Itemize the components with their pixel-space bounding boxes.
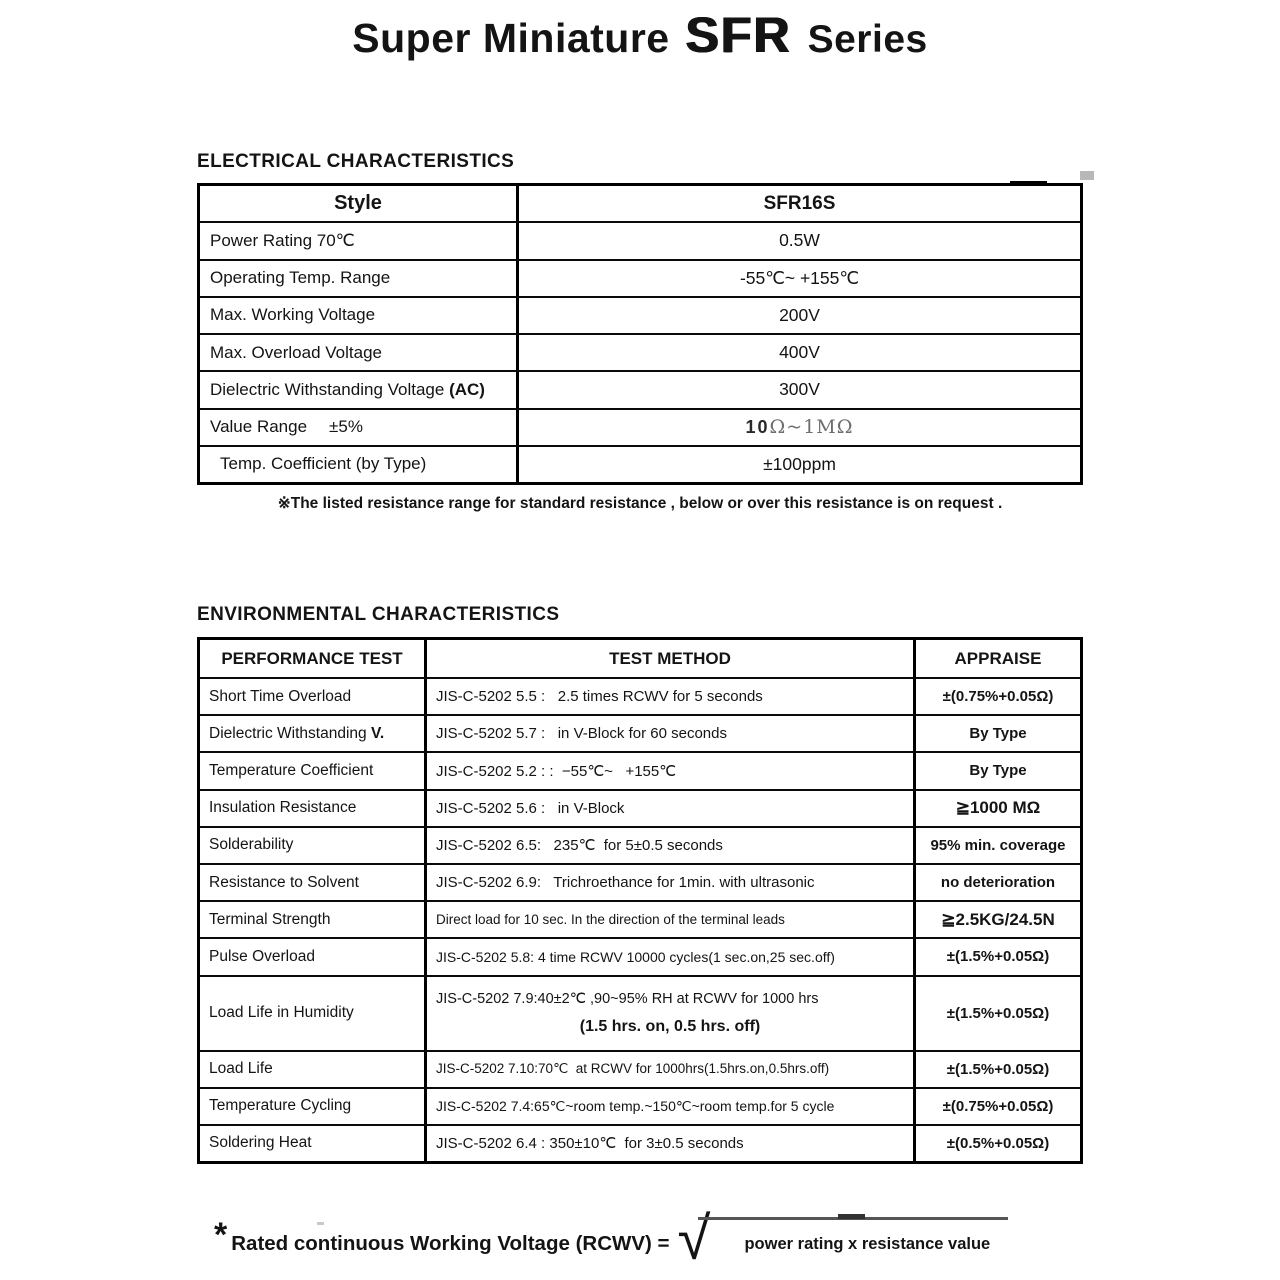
table-row xyxy=(200,296,1080,333)
table-row xyxy=(200,751,1080,788)
scan-artifact xyxy=(1010,181,1047,186)
table-row xyxy=(200,221,1080,258)
method-cell xyxy=(424,679,913,714)
row-value-cell xyxy=(516,372,1080,407)
appraise-value: ±(0.75%+0.05Ω) xyxy=(942,1097,1054,1115)
table-row xyxy=(200,789,1080,826)
table-row xyxy=(200,1087,1080,1124)
table-row xyxy=(200,677,1080,714)
performance-test-header-cell xyxy=(200,640,424,677)
method-text: Direct load for 10 sec. In the direction of the terminal leads xyxy=(436,912,785,928)
table-row xyxy=(200,445,1080,482)
method-text: JIS-C-5202 6.9: Trichroethance for 1min. with ultrasonic xyxy=(436,874,815,892)
appraise-value: ±(0.75%+0.05Ω) xyxy=(942,688,1054,706)
test-label: Load Life xyxy=(209,1060,273,1078)
test-label: Dielectric Withstanding xyxy=(209,724,371,742)
appraise-cell xyxy=(913,1126,1080,1161)
method-cell xyxy=(424,1052,913,1087)
appraise-value: By Type xyxy=(969,725,1027,743)
method-text-line2 xyxy=(427,1018,913,1036)
page-title xyxy=(0,6,1280,64)
method-text: JIS-C-5202 5.5 : 2.5 times RCWV for 5 seconds xyxy=(436,688,763,706)
appraise-value: no deterioration xyxy=(940,874,1056,892)
test-label: Temperature Cycling xyxy=(209,1097,352,1115)
appraise-cell xyxy=(913,865,1080,900)
title-series-code: SFR xyxy=(685,7,792,63)
test-cell xyxy=(200,1089,424,1124)
asterisk-mark: * xyxy=(214,1216,228,1254)
table-row xyxy=(200,370,1080,407)
appraise-value: ±(1.5%+0.05Ω) xyxy=(946,948,1050,966)
test-cell xyxy=(200,1126,424,1161)
appraise-cell xyxy=(913,828,1080,863)
performance-test-header: PERFORMANCE TEST xyxy=(221,648,403,668)
method-duty-cycle: (1.5 hrs. on, 0.5 hrs. off) xyxy=(579,1017,761,1035)
method-text: JIS-C-5202 7.9:40±2℃ ,90~95% RH at RCWV for 1000 hrs xyxy=(436,990,819,1007)
row-label: Max. Overload Voltage xyxy=(210,342,382,362)
appraise-cell xyxy=(913,753,1080,788)
appraise-cell xyxy=(913,977,1080,1050)
row-value: 400V xyxy=(779,342,820,363)
row-value: 0.5W xyxy=(779,230,820,251)
table-row xyxy=(200,259,1080,296)
rcwv-label: Rated continuous Working Voltage (RCWV) = xyxy=(231,1232,670,1255)
row-label: Max. Working Voltage xyxy=(210,305,376,325)
row-label-cell xyxy=(200,298,516,333)
method-cell xyxy=(424,791,913,826)
environmental-characteristics-table xyxy=(197,637,1083,1164)
table-row xyxy=(200,1124,1080,1161)
environmental-characteristics-heading: ENVIRONMENTAL CHARACTERISTICS xyxy=(197,604,560,625)
appraise-value: 95% min. coverage xyxy=(930,836,1066,854)
test-label-bold-suffix: V. xyxy=(370,724,385,742)
method-text: JIS-C-5202 5.6 : in V-Block xyxy=(436,799,625,817)
row-value: 200V xyxy=(779,304,820,325)
scan-artifact xyxy=(1080,171,1094,180)
row-value-cell xyxy=(516,298,1080,333)
row-value: ±100ppm xyxy=(763,453,836,474)
row-value: 300V xyxy=(779,379,820,400)
row-value-cell xyxy=(516,410,1080,445)
appraise-value: ±(0.5%+0.05Ω) xyxy=(946,1134,1050,1152)
method-text-line1 xyxy=(427,991,913,1007)
table-header-row xyxy=(200,186,1080,221)
appraise-cell xyxy=(913,716,1080,751)
appraise-value: By Type xyxy=(969,762,1027,780)
method-cell xyxy=(424,753,913,788)
resistance-range-note: ※The listed resistance range for standard resistance , below or over this resistance is on request . xyxy=(277,495,1003,512)
row-value-cell xyxy=(516,447,1080,482)
method-cell xyxy=(424,828,913,863)
method-cell xyxy=(424,1126,913,1161)
title-part-1: Super Miniature xyxy=(352,15,670,61)
test-label: Resistance to Solvent xyxy=(209,873,359,891)
test-cell xyxy=(200,1052,424,1087)
method-text: JIS-C-5202 7.10:70℃ at RCWV for 1000hrs(1.5hrs.on,0.5hrs.off) xyxy=(436,1061,830,1077)
method-text: JIS-C-5202 7.4:65℃~room temp.~150℃~room temp.for 5 cycle xyxy=(436,1097,835,1114)
test-label: Pulse Overload xyxy=(209,947,315,965)
table-row xyxy=(200,1050,1080,1087)
scan-artifact xyxy=(838,1214,865,1219)
style-header-label: Style xyxy=(334,192,382,215)
appraise-cell xyxy=(913,679,1080,714)
row-label-cell xyxy=(200,335,516,370)
tolerance-label: ±5% xyxy=(329,417,363,437)
row-label: Operating Temp. Range xyxy=(210,268,391,288)
radicand-text: power rating x resistance value xyxy=(698,1217,1008,1254)
table-row xyxy=(200,900,1080,937)
electrical-characteristics-heading: ELECTRICAL CHARACTERISTICS xyxy=(197,151,515,172)
method-cell xyxy=(424,1089,913,1124)
title-part-3: Series xyxy=(807,18,928,61)
table-row xyxy=(200,975,1080,1050)
appraise-cell xyxy=(913,1052,1080,1087)
scan-artifact xyxy=(317,1222,324,1225)
method-cell xyxy=(424,977,913,1050)
test-cell xyxy=(200,753,424,788)
appraise-cell xyxy=(913,791,1080,826)
test-label: Insulation Resistance xyxy=(209,799,357,817)
appraise-value: ≧1000 MΩ xyxy=(955,798,1041,818)
appraise-value: ±(1.5%+0.05Ω) xyxy=(946,1004,1050,1022)
row-label-cell xyxy=(200,223,516,258)
test-cell xyxy=(200,716,424,751)
method-cell xyxy=(424,865,913,900)
row-value: -55℃~ +155℃ xyxy=(739,267,860,288)
table-row xyxy=(200,714,1080,751)
test-label: Temperature Coefficient xyxy=(209,761,374,779)
method-text: JIS-C-5202 6.5: 235℃ for 5±0.5 seconds xyxy=(436,837,723,855)
appraise-cell xyxy=(913,939,1080,974)
electrical-characteristics-table xyxy=(197,183,1083,485)
test-cell xyxy=(200,939,424,974)
appraise-header: APPRAISE xyxy=(954,648,1042,668)
row-label: Dielectric Withstanding Voltage xyxy=(210,379,450,399)
method-text: JIS-C-5202 6.4 : 350±10℃ for 3±0.5 seconds xyxy=(436,1135,744,1153)
model-header-cell xyxy=(516,186,1080,221)
test-cell xyxy=(200,791,424,826)
method-cell xyxy=(424,939,913,974)
row-value-cell xyxy=(516,261,1080,296)
appraise-value: ≧2.5KG/24.5N xyxy=(941,909,1055,929)
square-root-icon: √ xyxy=(677,1205,711,1272)
table-row xyxy=(200,408,1080,445)
row-label: Value Range xyxy=(210,417,308,437)
appraise-cell xyxy=(913,1089,1080,1124)
test-label: Solderability xyxy=(209,836,294,854)
row-value-cell xyxy=(516,335,1080,370)
row-value-cell xyxy=(516,223,1080,258)
test-method-header-cell xyxy=(424,640,913,677)
table-header-row xyxy=(200,640,1080,677)
row-label-cell xyxy=(200,372,516,407)
table-row xyxy=(200,863,1080,900)
test-label: Soldering Heat xyxy=(209,1134,312,1152)
table-row xyxy=(200,333,1080,370)
table-row xyxy=(200,826,1080,863)
test-label: Short Time Overload xyxy=(209,687,352,705)
row-label-cell xyxy=(200,261,516,296)
method-text: JIS-C-5202 5.7 : in V-Block for 60 seconds xyxy=(436,725,727,743)
test-cell xyxy=(200,977,424,1050)
row-label-bold-suffix: (AC) xyxy=(449,379,485,399)
table-row xyxy=(200,937,1080,974)
test-method-header: TEST METHOD xyxy=(609,648,731,668)
row-label: Power Rating 70℃ xyxy=(210,230,355,250)
row-label-cell xyxy=(200,410,516,445)
test-label: Terminal Strength xyxy=(209,910,331,928)
appraise-cell xyxy=(913,902,1080,937)
method-cell xyxy=(424,716,913,751)
row-label-cell xyxy=(200,447,516,482)
row-value-serif: Ω~1MΩ xyxy=(769,416,854,439)
test-cell xyxy=(200,865,424,900)
style-header-cell xyxy=(200,186,516,221)
row-label: Temp. Coefficient (by Type) xyxy=(220,454,427,474)
test-label: Load Life in Humidity xyxy=(209,1004,354,1021)
row-value: 10 xyxy=(745,416,770,437)
model-label: SFR16S xyxy=(763,192,836,214)
method-cell xyxy=(424,902,913,937)
method-text: JIS-C-5202 5.8: 4 time RCWV 10000 cycles(1 sec.on,25 sec.off) xyxy=(436,948,835,965)
test-cell xyxy=(200,679,424,714)
appraise-value: ±(1.5%+0.05Ω) xyxy=(946,1060,1050,1078)
test-cell xyxy=(200,902,424,937)
rcwv-formula xyxy=(214,1205,1008,1272)
appraise-header-cell xyxy=(913,640,1080,677)
method-text: JIS-C-5202 5.2 : : −55℃~ +155℃ xyxy=(436,762,677,780)
test-cell xyxy=(200,828,424,863)
